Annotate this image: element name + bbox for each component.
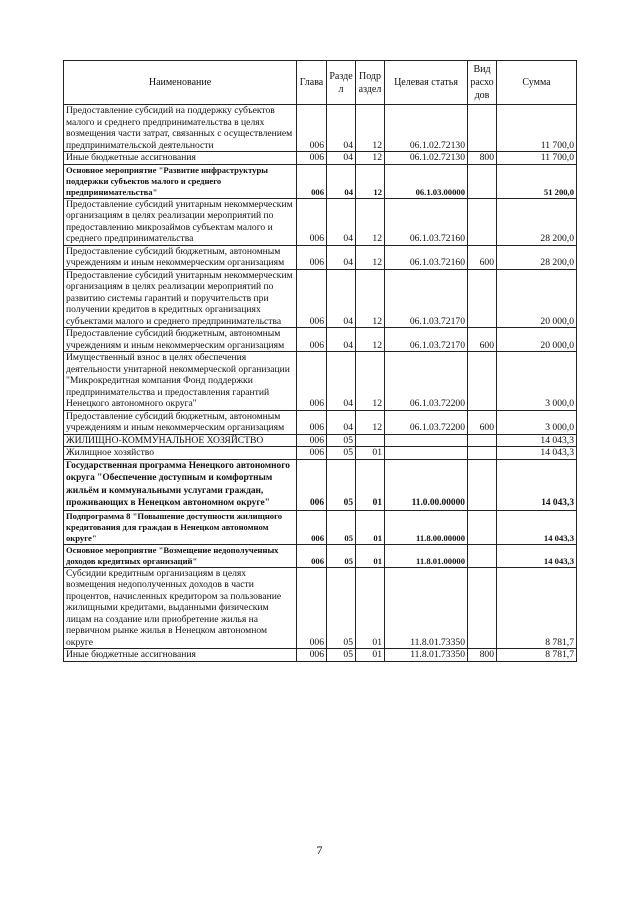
cell-section: 05 [327,459,356,510]
header-subsection: Подр аздел [356,61,385,105]
cell-chapter: 006 [297,269,327,328]
table-header-row [64,61,577,105]
cell-expense-type [468,198,497,245]
table-row [64,198,577,245]
cell-sum: 3 000,0 [497,352,577,411]
cell-subsection: 01 [356,510,385,544]
table-row [64,105,577,152]
cell-section: 04 [327,269,356,328]
cell-section: 05 [327,434,356,447]
cell-subsection: 12 [356,105,385,152]
cell-subsection: 01 [356,649,385,662]
cell-subsection: 12 [356,152,385,165]
table-row [64,245,577,269]
cell-target-article: 11.8.01.00000 [385,544,468,567]
cell-chapter: 006 [297,152,327,165]
cell-subsection: 12 [356,352,385,411]
cell-target-article: 11.8.00.00000 [385,510,468,544]
cell-sum: 14 043,3 [497,459,577,510]
cell-target-article: 06.1.03.72200 [385,410,468,434]
cell-sum: 8 781,7 [497,649,577,662]
cell-name: Основное мероприятие "Возмещение недополученных доходов кредитных организаций" [64,544,297,567]
cell-expense-type [468,352,497,411]
cell-name: Предоставление субсидий унитарным некоммерческим организациям в целях реализации мероприятий по предоставлению микрозаймов субъектам малого и среднего предпринимательства [64,198,297,245]
header-section: Разде л [327,61,356,105]
cell-section: 05 [327,544,356,567]
cell-expense-type: 600 [468,328,497,352]
cell-expense-type [468,447,497,460]
cell-target-article: 06.1.03.72160 [385,245,468,269]
cell-sum: 14 043,3 [497,510,577,544]
cell-subsection: 12 [356,198,385,245]
cell-name: Государственная программа Ненецкого автономного округа "Обеспечение доступным и комфортным жильём и коммунальными услугами граждан, проживающих в Ненецком автономном округе" [64,459,297,510]
cell-chapter: 006 [297,459,327,510]
cell-section: 05 [327,567,356,649]
cell-target-article: 06.1.03.72200 [385,352,468,411]
table-row [64,328,577,352]
cell-section: 04 [327,245,356,269]
cell-section: 05 [327,649,356,662]
cell-subsection: 01 [356,447,385,460]
cell-expense-type [468,544,497,567]
cell-target-article: 06.1.03.72160 [385,198,468,245]
header-name: Наименование [64,61,297,105]
header-chapter: Глава [297,61,327,105]
cell-section: 04 [327,410,356,434]
table-body [64,105,577,662]
cell-expense-type: 600 [468,410,497,434]
table-row [64,152,577,165]
cell-sum: 28 200,0 [497,198,577,245]
cell-subsection: 01 [356,544,385,567]
cell-chapter: 006 [297,649,327,662]
cell-subsection: 12 [356,328,385,352]
cell-expense-type [468,567,497,649]
cell-chapter: 006 [297,328,327,352]
cell-name: Основное мероприятие "Развитие инфраструктуры поддержки субъектов малого и среднего предпринимательства" [64,164,297,198]
cell-target-article: 11.8.01.73350 [385,567,468,649]
cell-subsection: 01 [356,459,385,510]
cell-subsection: 12 [356,164,385,198]
table-row [64,269,577,328]
cell-expense-type: 600 [468,245,497,269]
cell-section: 04 [327,164,356,198]
cell-chapter: 006 [297,198,327,245]
cell-chapter: 006 [297,544,327,567]
cell-target-article: 06.1.02.72130 [385,152,468,165]
table-row [64,544,577,567]
cell-chapter: 006 [297,245,327,269]
cell-target-article: 06.1.03.72170 [385,269,468,328]
cell-expense-type [468,269,497,328]
cell-name: Подпрограмма 8 "Повышение доступности жилищного кредитования для граждан в Ненецком автономном округе" [64,510,297,544]
cell-name: Жилищное хозяйство [64,447,297,460]
cell-sum: 8 781,7 [497,567,577,649]
cell-section: 04 [327,198,356,245]
cell-subsection: 01 [356,567,385,649]
cell-section: 05 [327,510,356,544]
cell-section: 04 [327,352,356,411]
table-row [64,510,577,544]
cell-target-article: 06.1.02.72130 [385,105,468,152]
cell-chapter: 006 [297,410,327,434]
cell-subsection: 12 [356,410,385,434]
cell-expense-type [468,459,497,510]
cell-subsection: 12 [356,245,385,269]
table-row [64,459,577,510]
cell-sum: 11 700,0 [497,152,577,165]
header-target-article: Целевая статья [385,61,468,105]
cell-sum: 51 200,0 [497,164,577,198]
cell-name: Предоставление субсидий на поддержку субъектов малого и среднего предпринимательства в целях возмещения части затрат, связанных с осуществлением предпринимательской деятельности [64,105,297,152]
cell-name: Предоставление субсидий бюджетным, автономным учреждениям и иным некоммерческим организациям [64,245,297,269]
table-row [64,352,577,411]
cell-sum: 14 043,3 [497,447,577,460]
cell-expense-type [468,434,497,447]
cell-sum: 20 000,0 [497,328,577,352]
cell-sum: 14 043,3 [497,434,577,447]
header-sum: Сумма [497,61,577,105]
cell-name: Предоставление субсидий бюджетным, автономным учреждениям и иным некоммерческим организациям [64,410,297,434]
cell-name: Имущественный взнос в целях обеспечения деятельности унитарной некоммерческой организации "Микрокредитная компания Фонд поддержки предпринимательства и предоставления гарантий Ненецкого автономного округа" [64,352,297,411]
cell-sum: 28 200,0 [497,245,577,269]
cell-expense-type [468,510,497,544]
cell-section: 04 [327,152,356,165]
cell-name: Иные бюджетные ассигнования [64,649,297,662]
cell-target-article: 06.1.03.72170 [385,328,468,352]
table-row [64,649,577,662]
cell-chapter: 006 [297,510,327,544]
cell-chapter: 006 [297,567,327,649]
cell-chapter: 006 [297,447,327,460]
cell-name: Предоставление субсидий унитарным некоммерческим организациям в целях реализации мероприятий по развитию системы гарантий и поручительств при получении кредитов в кредитных организациях субъектами малого и среднего предпринимательства [64,269,297,328]
cell-expense-type: 800 [468,649,497,662]
cell-chapter: 006 [297,164,327,198]
cell-sum: 20 000,0 [497,269,577,328]
header-expense-type: Вид расхо дов [468,61,497,105]
budget-table [63,60,577,662]
cell-target-article: 06.1.03.00000 [385,164,468,198]
table-row [64,434,577,447]
cell-section: 04 [327,105,356,152]
table-row [64,447,577,460]
cell-sum: 3 000,0 [497,410,577,434]
table-row [64,164,577,198]
cell-target-article [385,434,468,447]
cell-expense-type [468,164,497,198]
cell-section: 04 [327,328,356,352]
cell-subsection: 12 [356,269,385,328]
cell-chapter: 006 [297,434,327,447]
cell-name: Иные бюджетные ассигнования [64,152,297,165]
cell-chapter: 006 [297,352,327,411]
cell-name: ЖИЛИЩНО-КОММУНАЛЬНОЕ ХОЗЯЙСТВО [64,434,297,447]
page-number: 7 [316,843,323,857]
cell-target-article [385,447,468,460]
cell-section: 05 [327,447,356,460]
cell-chapter: 006 [297,105,327,152]
cell-name: Субсидии кредитным организациям в целях возмещения недополученных доходов в части процентов, начисленных кредитором за пользование жилищными кредитами, выданными физическим лицам на создание или приобретение жилья на первичном рынке жилья в Ненецком автономном округе [64,567,297,649]
cell-sum: 14 043,3 [497,544,577,567]
cell-sum: 11 700,0 [497,105,577,152]
cell-target-article: 11.8.01.73350 [385,649,468,662]
cell-expense-type: 800 [468,152,497,165]
table-row [64,410,577,434]
cell-name: Предоставление субсидий бюджетным, автономным учреждениям и иным некоммерческим организациям [64,328,297,352]
cell-target-article: 11.0.00.00000 [385,459,468,510]
table-row [64,567,577,649]
cell-expense-type [468,105,497,152]
cell-subsection [356,434,385,447]
